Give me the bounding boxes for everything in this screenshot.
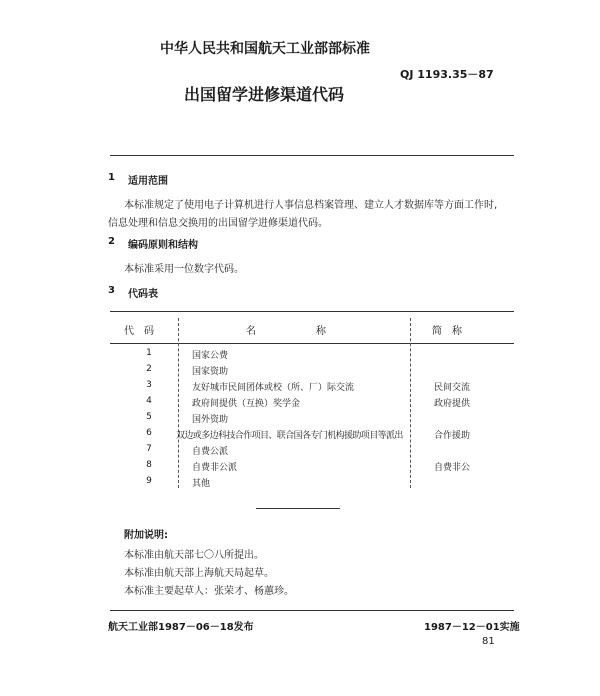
row-name: 友好城市民间团体或校（所、厂）际交流 [192,383,355,393]
page-number: 81 [482,636,495,647]
header-rule [110,155,514,156]
note-item: 本标准主要起草人：张荣才、杨蕙珍。 [124,586,294,597]
row-code: 3 [146,380,152,390]
row-abbr: 合作援助 [434,431,471,441]
row-code: 5 [146,412,152,422]
column-header-abbr: 简 称 [432,326,462,337]
row-code: 9 [146,476,152,486]
column-header-name: 名 称 [246,326,326,337]
table-row [120,364,514,380]
page-title: 出国留学进修渠道代码 [184,85,345,104]
row-code: 7 [146,444,152,454]
column-header-code: 代 码 [124,326,154,337]
table-row [120,444,514,460]
row-name: 国外资助 [192,415,229,425]
table-row [120,380,514,396]
table-header-rule [110,343,514,344]
section-1-body-line2: 信息处理和信息交换用的出国留学进修渠道代码。 [108,218,328,229]
row-code: 2 [146,364,152,374]
row-name: 国家资助 [192,367,229,377]
section-1-heading: 适用范围 [128,176,168,187]
table-row [120,396,514,412]
table-row [120,428,514,444]
section-3-heading: 代码表 [128,289,158,300]
row-name: 其他 [192,479,211,489]
row-abbr: 民间交流 [434,383,471,393]
table-row [120,476,514,492]
row-name: 国家公费 [192,351,229,361]
row-code: 6 [146,428,152,438]
standard-code: QJ 1193.35－87 [400,68,494,81]
footer-rule [110,610,514,611]
table-row [120,412,514,428]
row-abbr: 自费非公 [434,463,471,473]
row-name: 自费公派 [192,447,229,457]
notes-heading: 附加说明: [124,530,168,541]
section-2-number: 2 [108,236,115,247]
row-abbr: 政府提供 [434,399,471,409]
issue-date: 航天工业部1987－06－18发布 [108,622,254,633]
section-1-number: 1 [108,172,115,183]
note-item: 本标准由航天部上海航天局起草。 [124,568,274,579]
issuing-authority: 中华人民共和国航天工业部部标准 [160,41,370,57]
row-name: 政府间提供（互换）奖学金 [192,399,301,409]
table-end-rule [256,508,340,509]
table-row [120,460,514,476]
row-code: 8 [146,460,152,470]
table-top-rule [110,311,514,312]
note-item: 本标准由航天部七〇八所提出。 [124,550,264,561]
table-row [120,348,514,364]
section-2-heading: 编码原则和结构 [128,240,198,251]
row-code: 1 [146,348,152,358]
row-code: 4 [146,396,152,406]
section-3-number: 3 [108,285,115,296]
row-name: 自费非公派 [192,463,238,473]
section-2-body-line1: 本标准采用一位数字代码。 [124,264,244,275]
row-name: 双边或多边科技合作项目、联合国各专门机构援助项目等派出 [176,431,403,441]
section-1-body-line1: 本标准规定了使用电子计算机进行人事信息档案管理、建立人才数据库等方面工作时, [124,200,498,211]
effective-date: 1987－12－01实施 [424,622,520,633]
